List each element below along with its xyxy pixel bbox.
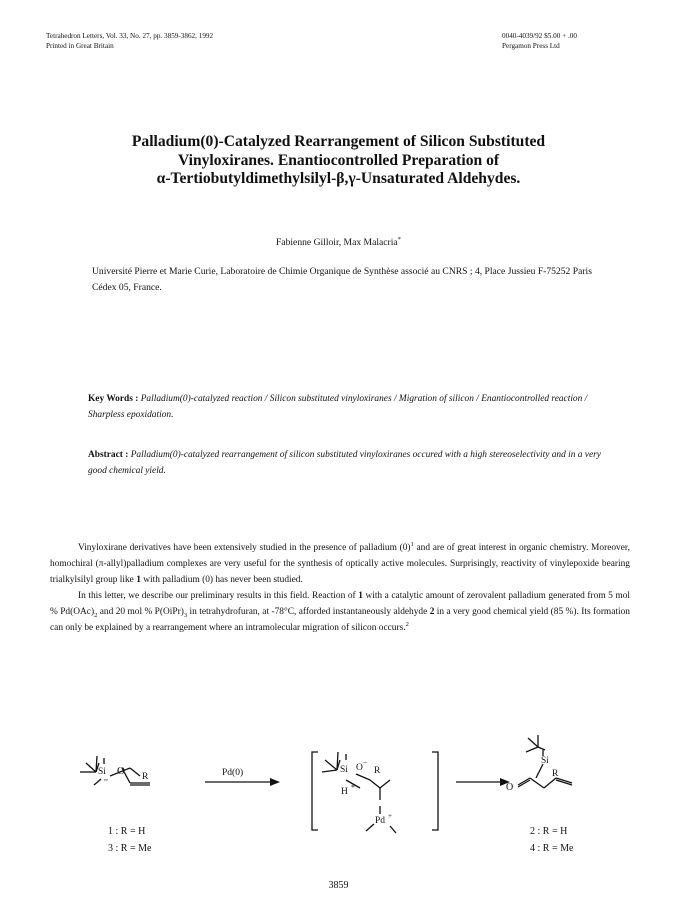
keywords-label: Key Words :: [88, 394, 139, 404]
p2-text-a: In this letter, we describe our preliminary results in this field. Reaction of: [78, 591, 359, 601]
wedge-mark: ,,: [104, 773, 108, 782]
compound-label-3: 3 : R = Me: [108, 843, 152, 854]
keywords-text: Palladium(0)-catalyzed reaction / Silicon substituted vinyloxiranes / Migration of silicon / Enantiocontrolled reaction / Sharpless epoxidation.: [88, 394, 588, 420]
subscript: 2: [94, 611, 98, 619]
page-number: 3859: [328, 880, 349, 891]
journal-line: Tetrahedron Letters, Vol. 33, No. 27, pp. 3859-3862, 1992: [46, 32, 214, 40]
paper-title: [40, 133, 637, 189]
oxygen-atom: O: [506, 782, 514, 793]
arrow-head: [270, 778, 280, 786]
author-names: Fabienne Gilloir, Max Malacria: [276, 237, 398, 248]
abstract-text: Palladium(0)-catalyzed rearrangement of silicon substituted vinyloxiranes occured with a high stereoselectivity and in a very good chemical yield.: [88, 450, 601, 476]
compound-ref: 1: [358, 591, 363, 601]
publisher-name: Pergamon Press Ltd: [502, 41, 560, 50]
corresponding-mark: *: [397, 235, 401, 243]
p1-text-a: Vinyloxirane derivatives have been extensively studied in the presence of palladium (0): [78, 543, 411, 553]
price-code: 0040-4039/92 $5.00 + .00: [502, 32, 577, 40]
p1-text-c: with palladium (0) has never been studied.: [140, 575, 303, 585]
r-group: R: [142, 772, 149, 782]
title-line-2: Vinyloxiranes. Enantiocontrolled Preparation of: [177, 151, 500, 169]
authors: [0, 237, 677, 248]
body-text: [50, 540, 630, 636]
ref-2: 2: [405, 620, 409, 628]
title-line-3: α-Tertiobutyldimethylsilyl-β,γ-Unsaturated Aldehydes.: [156, 170, 521, 187]
compound-label-2: 2 : R = H: [530, 826, 568, 837]
silicon-atom: Si: [541, 756, 549, 766]
r-group: R: [374, 766, 381, 776]
paragraph-1: [50, 540, 630, 588]
title-line-1: Palladium(0)-Catalyzed Rearrangement of Silicon Substituted: [131, 133, 546, 150]
abstract-label: Abstract :: [88, 450, 129, 460]
oxygen-atom: O: [117, 765, 125, 777]
palladium-atom: Pd: [375, 816, 386, 826]
publisher-info: [502, 32, 577, 51]
compound-label-4: 4 : R = Me: [530, 843, 574, 854]
printed-line: Printed in Great Britain: [46, 41, 114, 50]
compound-ref: 2: [429, 607, 435, 617]
p2-text-c: and 20 mol % P(OiPr): [97, 607, 184, 617]
compound-1-structure: [80, 756, 150, 785]
reaction-scheme: [0, 730, 677, 870]
positive-charge: +: [388, 812, 392, 820]
p2-text-d: in tetrahydrofuran, at -78°C, afforded instantaneously aldehyde: [187, 607, 430, 617]
compound-ref: 1: [136, 575, 141, 585]
abstract: [88, 447, 608, 479]
affiliation: Université Pierre et Marie Curie, Laboratoire de Chimie Organique de Synthèse associé au CNRS ; 4, Place Jussieu F-75252 Paris Cédex 05, France.: [92, 266, 592, 293]
silicon-atom: Si: [98, 767, 106, 777]
p2-text-e: in a very good chemical yield (85 %). Its formation can only be explained by a rearrangement where an intramolecular migration of silicon occurs.: [50, 607, 630, 633]
silicon-atom: Si: [340, 765, 348, 775]
keywords: [88, 391, 608, 423]
paragraph-2: [50, 588, 630, 636]
bracket-left: [312, 752, 318, 830]
hydrogen-atom: H: [341, 787, 348, 797]
negative-charge: −: [363, 758, 368, 767]
p1-text-b: and are of great interest in organic chemistry. Moreover, homochiral (π-allyl)palladium complexes are very useful for the synthesis of optically active molecules. Surprisingly, reactivity of vinylepoxide bearing trialkylsilyl group like: [50, 543, 630, 585]
bracket-right: [432, 752, 438, 830]
p2-text-b: with a catalytic amount of zerovalent palladium generated from 5 mol % Pd(OAc): [50, 591, 630, 617]
subscript: 3: [183, 611, 188, 619]
catalyst-label: Pd(0): [222, 768, 244, 778]
compound-label-1: 1 : R = H: [108, 826, 146, 837]
ref-1: 1: [410, 540, 414, 548]
oxide-atom: O: [356, 763, 363, 773]
stereo-star: *: [351, 783, 355, 792]
r-group: R: [552, 769, 559, 779]
journal-citation: [46, 32, 213, 51]
